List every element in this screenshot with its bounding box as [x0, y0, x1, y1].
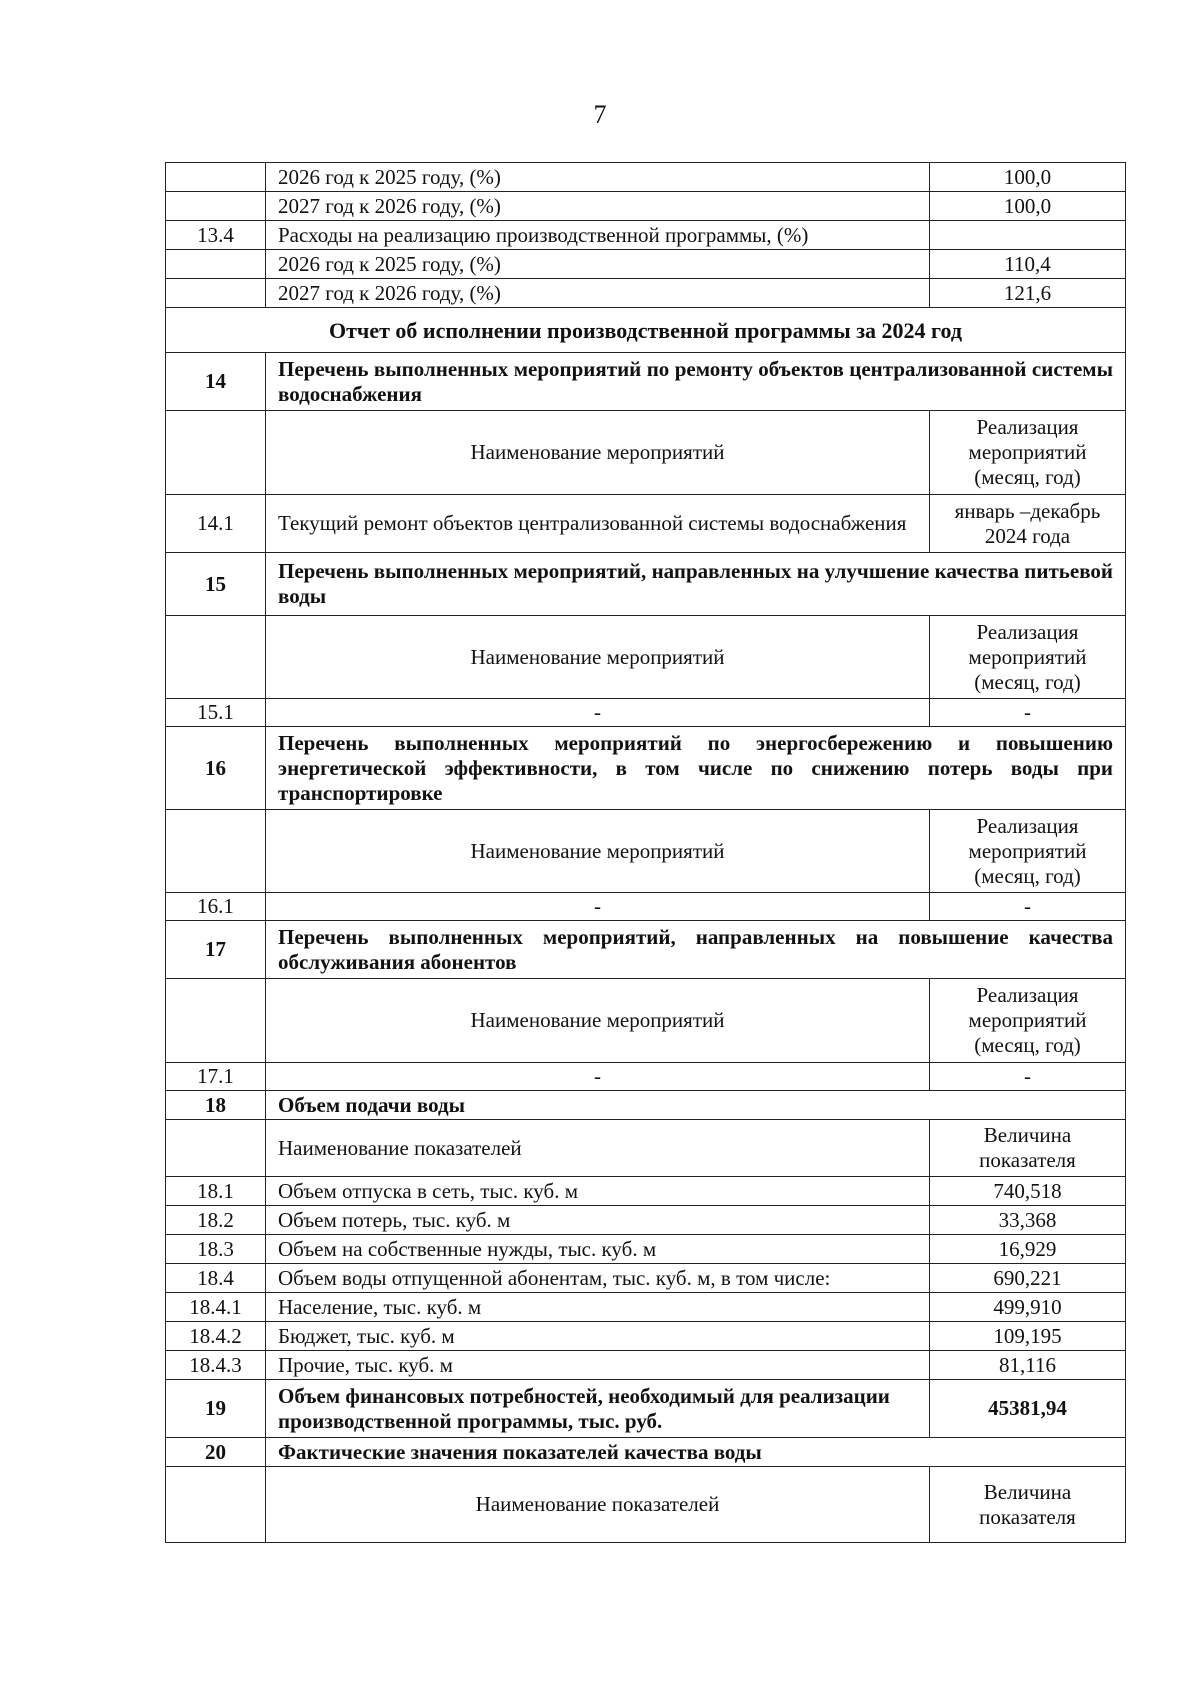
column-header-row	[166, 810, 1126, 893]
row-value: -	[930, 893, 1126, 921]
row-name: Объем на собственные нужды, тыс. куб. м	[266, 1235, 930, 1264]
row-number	[166, 163, 266, 192]
row-number	[166, 279, 266, 308]
section-value: 45381,94	[930, 1380, 1126, 1438]
row-name: Текущий ремонт объектов централизованной системы водоснабжения	[266, 495, 930, 553]
column-header-name: Наименование показателей	[266, 1467, 930, 1543]
row-number: 18.4.3	[166, 1351, 266, 1380]
empty-cell	[166, 616, 266, 699]
column-header-value: Реализация мероприятий (месяц, год)	[930, 810, 1126, 893]
section-title: Фактические значения показателей качества воды	[266, 1438, 1126, 1467]
table-row	[166, 192, 1126, 221]
column-header-row	[166, 1467, 1126, 1543]
table-row	[166, 279, 1126, 308]
table-row	[166, 163, 1126, 192]
row-name: Прочие, тыс. куб. м	[266, 1351, 930, 1380]
row-value: 16,929	[930, 1235, 1126, 1264]
section-number: 15	[166, 553, 266, 616]
section-header-row	[166, 727, 1126, 810]
row-name: 2027 год к 2026 году, (%)	[266, 279, 930, 308]
column-header-name: Наименование показателей	[266, 1120, 930, 1177]
row-number	[166, 250, 266, 279]
section-title: Объем финансовых потребностей, необходимый для реализации производственной программы, тыс. руб.	[266, 1380, 930, 1438]
table-row	[166, 1322, 1126, 1351]
section-title: Перечень выполненных мероприятий по энергосбережению и повышению энергетической эффективности, в том числе по снижению потерь воды при транспортировке	[266, 727, 1126, 810]
row-value: 110,4	[930, 250, 1126, 279]
section-number: 17	[166, 921, 266, 979]
row-value: 740,518	[930, 1177, 1126, 1206]
empty-cell	[166, 1467, 266, 1543]
table-row	[166, 893, 1126, 921]
table-row	[166, 1351, 1126, 1380]
column-header-row	[166, 411, 1126, 495]
row-value: 499,910	[930, 1293, 1126, 1322]
row-number: 18.4.1	[166, 1293, 266, 1322]
row-name: -	[266, 1063, 930, 1091]
column-header-value: Реализация мероприятий (месяц, год)	[930, 616, 1126, 699]
row-name: Объем воды отпущенной абонентам, тыс. куб. м, в том числе:	[266, 1264, 930, 1293]
section-title: Объем подачи воды	[266, 1091, 1126, 1120]
table-row	[166, 495, 1126, 553]
row-name: Население, тыс. куб. м	[266, 1293, 930, 1322]
row-name: 2026 год к 2025 году, (%)	[266, 250, 930, 279]
column-header-value: Величина показателя	[930, 1467, 1126, 1543]
section-header-row	[166, 353, 1126, 411]
column-header-value: Реализация мероприятий (месяц, год)	[930, 411, 1126, 495]
empty-cell	[166, 411, 266, 495]
column-header-name: Наименование мероприятий	[266, 411, 930, 495]
empty-cell	[166, 810, 266, 893]
row-number: 17.1	[166, 1063, 266, 1091]
column-header-name: Наименование мероприятий	[266, 810, 930, 893]
section-number: 19	[166, 1380, 266, 1438]
report-title-row	[166, 308, 1126, 353]
column-header-value: Реализация мероприятий (месяц, год)	[930, 979, 1126, 1063]
section-number: 18	[166, 1091, 266, 1120]
section-header-row	[166, 553, 1126, 616]
row-number	[166, 192, 266, 221]
section-header-row	[166, 1438, 1126, 1467]
report-title: Отчет об исполнении производственной программы за 2024 год	[166, 308, 1126, 353]
row-number: 18.4	[166, 1264, 266, 1293]
row-number: 18.4.2	[166, 1322, 266, 1351]
table-row	[166, 1264, 1126, 1293]
row-name: Объем отпуска в сеть, тыс. куб. м	[266, 1177, 930, 1206]
column-header-row	[166, 1120, 1126, 1177]
table-row	[166, 1206, 1126, 1235]
row-value: 81,116	[930, 1351, 1126, 1380]
row-name: Расходы на реализацию производственной программы, (%)	[266, 221, 930, 250]
section-title: Перечень выполненных мероприятий, направленных на улучшение качества питьевой воды	[266, 553, 1126, 616]
row-number: 16.1	[166, 893, 266, 921]
section-title: Перечень выполненных мероприятий по ремонту объектов централизованной системы водоснабжения	[266, 353, 1126, 411]
section-number: 20	[166, 1438, 266, 1467]
row-name: -	[266, 699, 930, 727]
row-number: 18.1	[166, 1177, 266, 1206]
row-value: январь –декабрь 2024 года	[930, 495, 1126, 553]
row-value: -	[930, 1063, 1126, 1091]
row-name: Объем потерь, тыс. куб. м	[266, 1206, 930, 1235]
column-header-name: Наименование мероприятий	[266, 616, 930, 699]
column-header-name: Наименование мероприятий	[266, 979, 930, 1063]
section-header-row	[166, 1380, 1126, 1438]
program-table	[165, 162, 1126, 1543]
table-row	[166, 250, 1126, 279]
row-value: 690,221	[930, 1264, 1126, 1293]
row-number: 13.4	[166, 221, 266, 250]
row-value: 121,6	[930, 279, 1126, 308]
table-row	[166, 699, 1126, 727]
row-number: 18.2	[166, 1206, 266, 1235]
section-number: 16	[166, 727, 266, 810]
row-name: 2026 год к 2025 году, (%)	[266, 163, 930, 192]
section-header-row	[166, 1091, 1126, 1120]
column-header-value: Величина показателя	[930, 1120, 1126, 1177]
table-row	[166, 221, 1126, 250]
section-header-row	[166, 921, 1126, 979]
page-number: 7	[593, 100, 607, 129]
row-value: 100,0	[930, 163, 1126, 192]
row-number: 15.1	[166, 699, 266, 727]
row-value: 100,0	[930, 192, 1126, 221]
empty-cell	[166, 979, 266, 1063]
row-number: 14.1	[166, 495, 266, 553]
row-value: 33,368	[930, 1206, 1126, 1235]
table-row	[166, 1177, 1126, 1206]
row-name: -	[266, 893, 930, 921]
table-row	[166, 1293, 1126, 1322]
row-value: -	[930, 699, 1126, 727]
section-number: 14	[166, 353, 266, 411]
table-row	[166, 1063, 1126, 1091]
table-row	[166, 1235, 1126, 1264]
row-number: 18.3	[166, 1235, 266, 1264]
empty-cell	[166, 1120, 266, 1177]
column-header-row	[166, 979, 1126, 1063]
row-value	[930, 221, 1126, 250]
row-value: 109,195	[930, 1322, 1126, 1351]
row-name: Бюджет, тыс. куб. м	[266, 1322, 930, 1351]
column-header-row	[166, 616, 1126, 699]
row-name: 2027 год к 2026 году, (%)	[266, 192, 930, 221]
section-title: Перечень выполненных мероприятий, направленных на повышение качества обслуживания абонентов	[266, 921, 1126, 979]
